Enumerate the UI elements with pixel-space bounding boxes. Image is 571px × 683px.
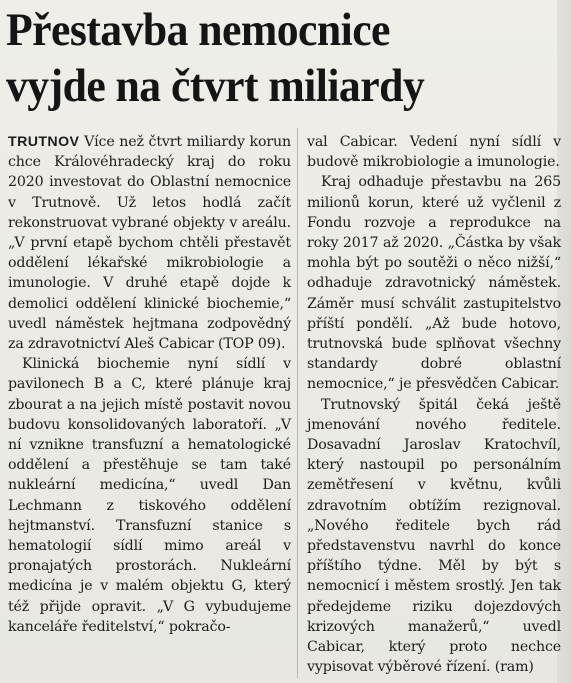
article-column-left (8, 132, 291, 637)
article-headline: Přestavba nemocnice vyjde na čtvrt miliardy (6, 4, 425, 112)
paragraph-1-text: Více než čtvrt miliardy korun chce Královéhradecký kraj do roku 2020 investovat do Oblastní nemocnice v Trutnově. Už letos hodlá začít rekonstruovat vybrané objekty v areálu. „V první etapě bychom chtěli přestavět oddělení lékařské mikrobiologie a imunologie. V druhé etapě dojde k demolici oddělení klinické biochemie,“ uvedl náměstek hejtmana zodpovědný za zdravotnictví Aleš Cabicar (TOP 09). (8, 134, 291, 353)
article-dateline: TRUTNOV (8, 134, 80, 150)
article-paragraph-2-continued: val Cabicar. Vedení nyní sídlí v budově mikrobiologie a imunologie. (307, 134, 561, 171)
article-column-right (307, 132, 561, 677)
column-divider (297, 128, 298, 678)
article-paragraph-3: Kraj odhaduje přestavbu na 265 milionů korun, které už vyčlenil z Fondu rozvoje a reprodukce na roky 2017 až 2020. „Částka by však mohla být po soutěži o něco nižší,“ odhaduje zdravotnický náměstek. Záměr musí schválit zastupitelstvo příští pondělí. „Až bude hotovo, trutnovská bude splňovat všechny standardy dobré oblastní nemocnice,“ je přesvědčen Cabicar. (307, 174, 561, 393)
article-paragraph-4: Trutnovský špitál čeká ještě jmenování nového ředitele. Dosavadní Jaroslav Kratochvíl, který nastoupil po personálním zemětřesení v květnu, kvůli zdravotním obtížím rezignoval. „Nového ředitele bych rád představenstvu navrhl do konce příštího týdne. Měl by být s nemocnicí i městem srostlý. Jen tak předejdeme riziku dojezdových krizových manažerů,“ uvedl Cabicar, který proto nechce vypisovat výběrové řízení. (ram) (307, 396, 561, 676)
article-paragraph-1 (8, 132, 291, 354)
article-paragraph-2: Klinická biochemie nyní sídlí v pavilonech B a C, které plánuje kraj zbourat a na jejich místě postavit novou budovu konsolidovaných laboratoří. „V ní vznikne transfuzní a hematologické oddělení a přestěhuje se tam také nukleární medicína,“ uvedl Dan Lechmann z tiskového oddělení hejtmanství. Transfuzní stanice s hematologií sídlí mimo areál v pronajatých prostorách. Nukleární medicína je v malém objektu G, který též přijde opravit. „V G vybudujeme kanceláře ředitelství,“ pokračo- (8, 356, 291, 635)
